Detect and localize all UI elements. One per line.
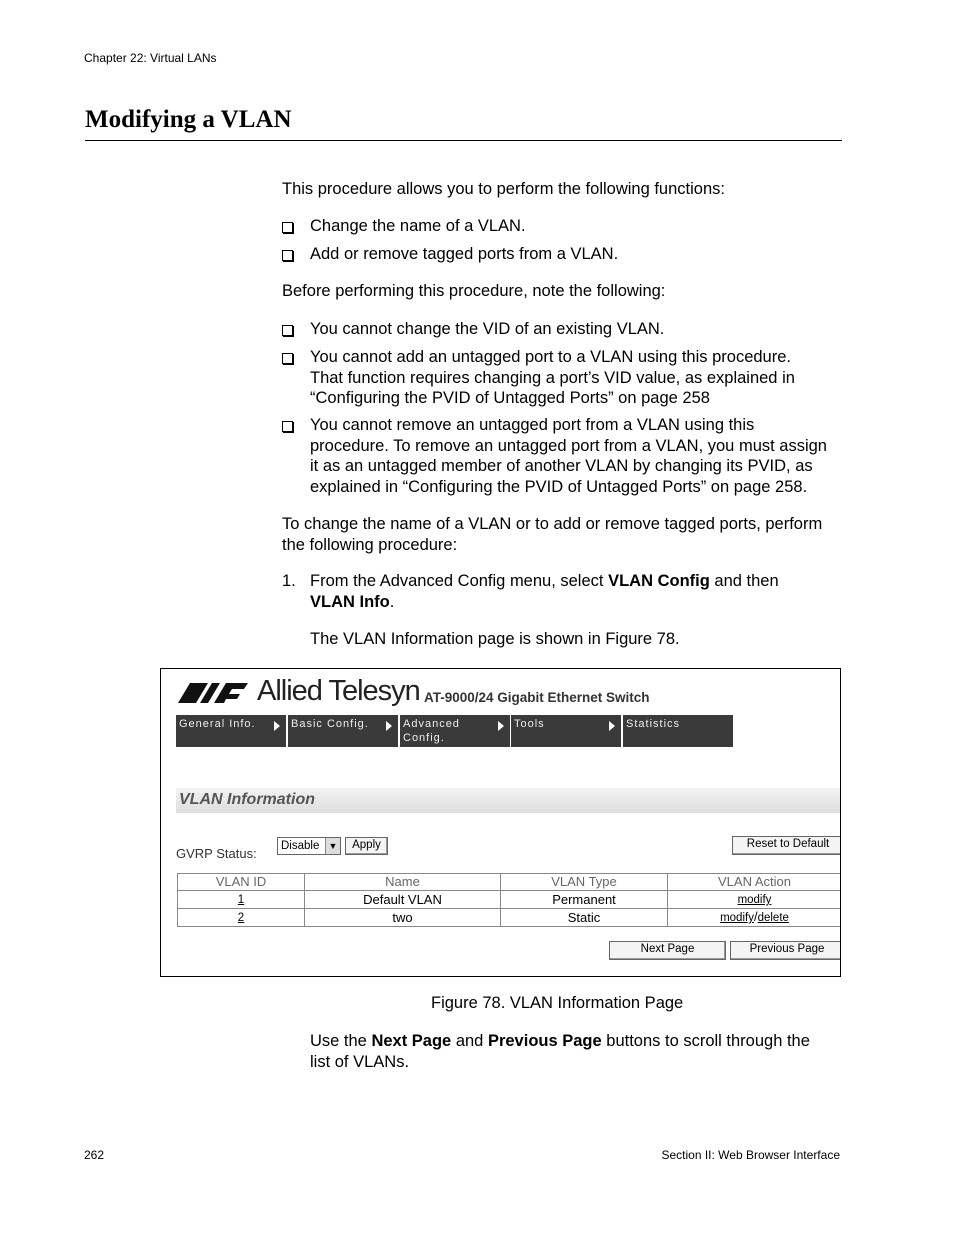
step-text: From the Advanced Config menu, select VLAN Config and then VLAN Info. [310,572,779,611]
procedure-intro: To change the name of a VLAN or to add or remove tagged ports, perform the following procedure: [282,515,823,554]
intro-paragraph: This procedure allows you to perform the following functions: [282,180,725,198]
vlan-name: two [305,909,501,927]
vlan-type: Static [501,909,668,927]
reset-to-default-button[interactable]: Reset to Default [732,836,841,855]
arrow-right-icon [609,721,615,731]
vlan-id-link[interactable]: 1 [237,894,245,906]
table-header-row [178,874,842,891]
note-item: You cannot add an untagged port to a VLAN using this procedure. That function requires changing a port’s VID value, as explained in “Configuring the PVID of Untagged Ports” on page 258 [310,348,795,407]
table-row [178,891,842,909]
running-footer: Section II: Web Browser Interface [661,1148,840,1162]
modify-link[interactable]: modify [737,894,772,906]
column-header: VLAN Action [668,874,842,891]
arrow-right-icon [386,721,392,731]
before-note: Before performing this procedure, note the following: [282,282,666,300]
column-header: Name [305,874,501,891]
figure-screenshot [160,668,841,977]
arrow-right-icon [498,721,504,731]
step-number: 1. [282,572,296,590]
bullet-icon [282,352,293,367]
next-page-button[interactable]: Next Page [609,941,726,960]
closing-paragraph: Use the Next Page and Previous Page buttons to scroll through the list of VLANs. [310,1032,810,1071]
modify-link[interactable]: modify [720,912,754,924]
menu-advanced-config[interactable]: Advanced Config. [400,715,510,747]
menu-tools[interactable]: Tools [511,715,621,747]
apply-button[interactable]: Apply [345,837,388,855]
function-item: Add or remove tagged ports from a VLAN. [310,245,619,263]
arrow-right-icon [274,721,280,731]
function-item: Change the name of a VLAN. [310,217,526,235]
running-header: Chapter 22: Virtual LANs [84,51,217,65]
action-separator: / [753,909,758,924]
page-number: 262 [84,1148,105,1162]
menu-general-info[interactable]: General Info. [176,715,286,747]
delete-link[interactable]: delete [757,912,789,924]
vlan-information-title: VLAN Information [179,791,315,808]
step-result: The VLAN Information page is shown in Figure 78. [310,630,680,648]
vlan-name: Default VLAN [305,891,501,909]
note-item: You cannot change the VID of an existing VLAN. [310,320,665,338]
allied-telesyn-logo-icon [178,681,252,705]
table-row [178,909,842,927]
previous-page-button[interactable]: Previous Page [730,941,841,960]
product-name: AT-9000/24 Gigabit Ethernet Switch [424,690,650,705]
vlan-id-link[interactable]: 2 [237,912,245,924]
column-header: VLAN ID [178,874,305,891]
bullet-icon [282,324,293,339]
bullet-icon [282,249,293,264]
chevron-down-icon: ▼ [325,838,340,854]
column-header: VLAN Type [501,874,668,891]
menu-basic-config[interactable]: Basic Config. [288,715,398,747]
note-item: You cannot remove an untagged port from a VLAN using this procedure. To remove an untagged port from a VLAN, you must assign it as an untagged member of another VLAN by changing its PVID, as explained in “Configuring the PVID of Untagged Ports” on page 258. [310,416,827,496]
vlan-table [177,873,841,927]
gvrp-status-select[interactable]: Disable ▼ [277,837,341,855]
gvrp-status-label: GVRP Status: [176,846,257,861]
brand-name: Allied Telesyn [257,675,420,707]
figure-caption: Figure 78. VLAN Information Page [431,994,684,1012]
section-title: Modifying a VLAN [85,106,292,133]
bullet-icon [282,420,293,435]
bullet-icon [282,221,293,236]
title-rule [85,140,842,141]
menu-statistics[interactable]: Statistics [623,715,733,747]
vlan-type: Permanent [501,891,668,909]
